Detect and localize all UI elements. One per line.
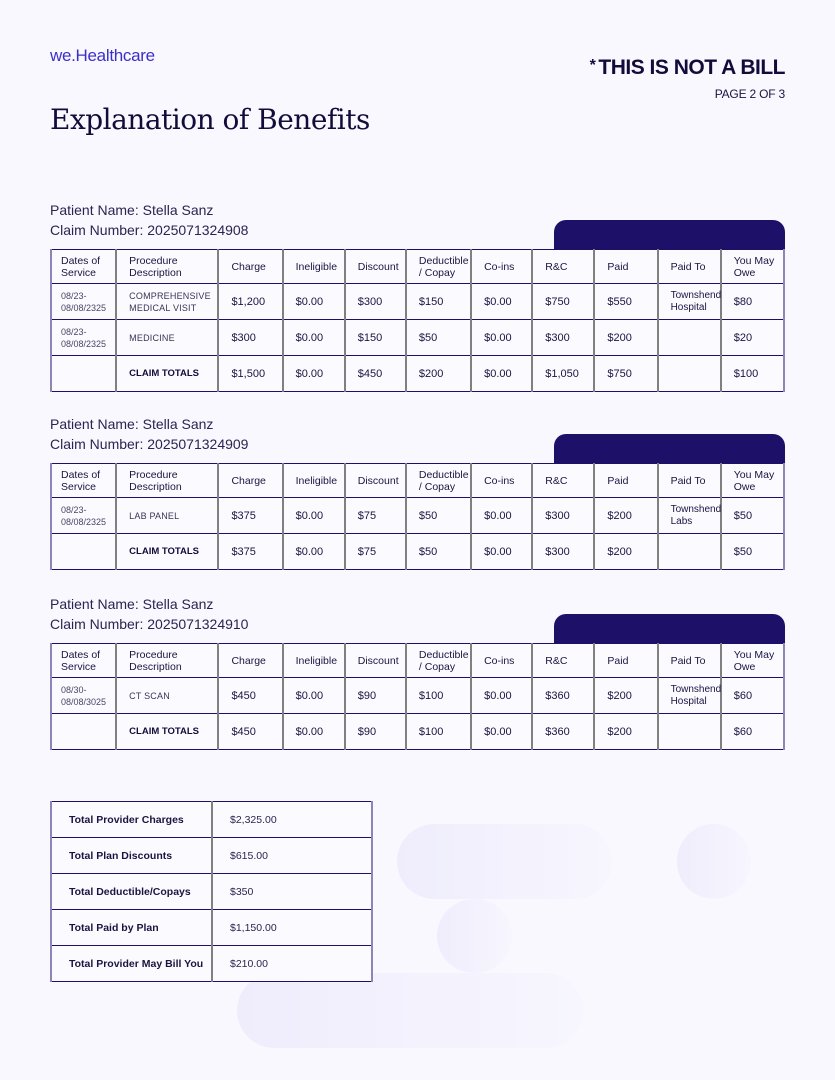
total-paid: $200 bbox=[594, 714, 657, 750]
cell-coins: $0.00 bbox=[471, 320, 532, 356]
column-header: Discount bbox=[345, 250, 406, 284]
cell-ineligible: $0.00 bbox=[283, 320, 345, 356]
summary-row bbox=[51, 802, 372, 838]
column-header: Charge bbox=[218, 250, 282, 284]
total-paid-to bbox=[658, 534, 721, 570]
claim-table bbox=[50, 463, 785, 570]
cell-paid: $200 bbox=[594, 678, 657, 714]
claim-number: Claim Number: 2025071324910 bbox=[50, 616, 249, 632]
brand-logo: we.Healthcare bbox=[50, 46, 155, 65]
column-header: Deductible / Copay bbox=[406, 464, 471, 498]
column-header: Ineligible bbox=[283, 250, 345, 284]
total-discount: $75 bbox=[345, 534, 406, 570]
column-header: Discount bbox=[345, 644, 406, 678]
summary-label: Total Plan Discounts bbox=[51, 838, 212, 874]
column-header: Paid To bbox=[658, 250, 721, 284]
empty-cell bbox=[51, 356, 116, 392]
column-header: Dates of Service bbox=[51, 464, 116, 498]
cell-owe: $50 bbox=[721, 498, 784, 534]
total-rc: $1,050 bbox=[532, 356, 594, 392]
table-row bbox=[51, 320, 784, 356]
cell-paid-to: Townshend Hospital bbox=[658, 678, 721, 714]
total-discount: $450 bbox=[345, 356, 406, 392]
patient-name: Patient Name: Stella Sanz bbox=[50, 416, 214, 432]
total-paid-to bbox=[658, 714, 721, 750]
cell-charge: $1,200 bbox=[218, 284, 282, 320]
column-header: You May Owe bbox=[721, 250, 784, 284]
summary-label: Total Provider Charges bbox=[51, 802, 212, 838]
total-ineligible: $0.00 bbox=[283, 356, 345, 392]
summary-value: $2,325.00 bbox=[212, 802, 372, 838]
empty-cell bbox=[51, 714, 116, 750]
cell-ineligible: $0.00 bbox=[283, 678, 345, 714]
column-header: Procedure Description bbox=[116, 644, 218, 678]
claim-section bbox=[50, 594, 785, 738]
cell-charge: $375 bbox=[218, 498, 282, 534]
total-paid-to bbox=[658, 356, 721, 392]
claim-number: Claim Number: 2025071324908 bbox=[50, 222, 249, 238]
cell-charge: $300 bbox=[218, 320, 282, 356]
total-charge: $450 bbox=[218, 714, 282, 750]
cell-coins: $0.00 bbox=[471, 498, 532, 534]
service-date: 08/23-08/08/2325 bbox=[51, 284, 116, 320]
column-header: Co-ins bbox=[471, 644, 532, 678]
summary-value: $1,150.00 bbox=[212, 910, 372, 946]
not-a-bill-notice bbox=[590, 56, 785, 80]
cell-paid: $550 bbox=[594, 284, 657, 320]
total-coins: $0.00 bbox=[471, 356, 532, 392]
summary-label: Total Deductible/Copays bbox=[51, 874, 212, 910]
cell-ineligible: $0.00 bbox=[283, 498, 345, 534]
cell-paid-to: Townshend Labs bbox=[658, 498, 721, 534]
summary-value: $350 bbox=[212, 874, 372, 910]
cell-paid-to bbox=[658, 320, 721, 356]
claim-section bbox=[50, 200, 785, 380]
column-header: You May Owe bbox=[721, 464, 784, 498]
claim-totals-row bbox=[51, 534, 784, 570]
cell-rc: $750 bbox=[532, 284, 594, 320]
cell-coins: $0.00 bbox=[471, 678, 532, 714]
column-header: You May Owe bbox=[721, 644, 784, 678]
claim-section bbox=[50, 414, 785, 558]
decorative-pill-shape bbox=[237, 973, 583, 1048]
total-paid: $200 bbox=[594, 534, 657, 570]
summary-value: $210.00 bbox=[212, 946, 372, 982]
column-header: Charge bbox=[218, 644, 282, 678]
column-header: Charge bbox=[218, 464, 282, 498]
column-header: R&C bbox=[532, 464, 594, 498]
total-rc: $300 bbox=[532, 534, 594, 570]
cell-paid: $200 bbox=[594, 320, 657, 356]
column-header: Paid To bbox=[658, 464, 721, 498]
cell-deductible: $100 bbox=[406, 678, 471, 714]
cell-discount: $300 bbox=[345, 284, 406, 320]
total-owe: $60 bbox=[721, 714, 784, 750]
total-rc: $360 bbox=[532, 714, 594, 750]
cell-rc: $360 bbox=[532, 678, 594, 714]
cell-paid-to: Townshend Hospital bbox=[658, 284, 721, 320]
total-deductible: $200 bbox=[406, 356, 471, 392]
asterisk: * bbox=[589, 57, 596, 74]
claim-table bbox=[50, 249, 785, 392]
cell-ineligible: $0.00 bbox=[283, 284, 345, 320]
claim-header-tab bbox=[554, 434, 785, 464]
cell-rc: $300 bbox=[532, 320, 594, 356]
column-header: Procedure Description bbox=[116, 250, 218, 284]
service-date: 08/23-08/08/2325 bbox=[51, 498, 116, 534]
claim-totals-label: CLAIM TOTALS bbox=[116, 714, 218, 750]
column-header: Procedure Description bbox=[116, 464, 218, 498]
column-header: Paid bbox=[594, 644, 657, 678]
total-charge: $1,500 bbox=[218, 356, 282, 392]
total-ineligible: $0.00 bbox=[283, 534, 345, 570]
summary-label: Total Paid by Plan bbox=[51, 910, 212, 946]
cell-owe: $60 bbox=[721, 678, 784, 714]
total-ineligible: $0.00 bbox=[283, 714, 345, 750]
not-a-bill-text: THIS IS NOT A BILL bbox=[598, 56, 785, 79]
column-header: Paid bbox=[594, 250, 657, 284]
total-deductible: $50 bbox=[406, 534, 471, 570]
column-header: Deductible / Copay bbox=[406, 250, 471, 284]
column-header: Paid bbox=[594, 464, 657, 498]
cell-rc: $300 bbox=[532, 498, 594, 534]
column-header: Paid To bbox=[658, 644, 721, 678]
table-header-row bbox=[51, 250, 784, 284]
cell-discount: $150 bbox=[345, 320, 406, 356]
cell-discount: $90 bbox=[345, 678, 406, 714]
cell-deductible: $50 bbox=[406, 498, 471, 534]
claim-table bbox=[50, 643, 785, 750]
service-date: 08/23-08/08/2325 bbox=[51, 320, 116, 356]
table-row bbox=[51, 498, 784, 534]
procedure-description: MEDICINE bbox=[116, 320, 218, 356]
column-header: Ineligible bbox=[283, 644, 345, 678]
cell-deductible: $50 bbox=[406, 320, 471, 356]
service-date: 08/30-08/08/3025 bbox=[51, 678, 116, 714]
decorative-pill-shape bbox=[397, 824, 612, 899]
cell-owe: $80 bbox=[721, 284, 784, 320]
claim-totals-row bbox=[51, 356, 784, 392]
column-header: Deductible / Copay bbox=[406, 644, 471, 678]
table-header-row bbox=[51, 644, 784, 678]
patient-name: Patient Name: Stella Sanz bbox=[50, 202, 214, 218]
summary-table bbox=[50, 801, 373, 982]
total-coins: $0.00 bbox=[471, 534, 532, 570]
summary-label: Total Provider May Bill You bbox=[51, 946, 212, 982]
column-header: Ineligible bbox=[283, 464, 345, 498]
decorative-circle-shape bbox=[437, 899, 512, 973]
procedure-description: LAB PANEL bbox=[116, 498, 218, 534]
cell-discount: $75 bbox=[345, 498, 406, 534]
column-header: R&C bbox=[532, 250, 594, 284]
summary-value: $615.00 bbox=[212, 838, 372, 874]
claim-totals-label: CLAIM TOTALS bbox=[116, 534, 218, 570]
total-deductible: $100 bbox=[406, 714, 471, 750]
empty-cell bbox=[51, 534, 116, 570]
cell-coins: $0.00 bbox=[471, 284, 532, 320]
procedure-description: CT SCAN bbox=[116, 678, 218, 714]
total-owe: $50 bbox=[721, 534, 784, 570]
table-row bbox=[51, 284, 784, 320]
column-header: Discount bbox=[345, 464, 406, 498]
summary-row bbox=[51, 910, 372, 946]
total-charge: $375 bbox=[218, 534, 282, 570]
column-header: Dates of Service bbox=[51, 250, 116, 284]
table-row bbox=[51, 678, 784, 714]
cell-charge: $450 bbox=[218, 678, 282, 714]
cell-owe: $20 bbox=[721, 320, 784, 356]
claim-header-tab bbox=[554, 220, 785, 250]
cell-deductible: $150 bbox=[406, 284, 471, 320]
column-header: Co-ins bbox=[471, 464, 532, 498]
total-discount: $90 bbox=[345, 714, 406, 750]
table-header-row bbox=[51, 464, 784, 498]
claim-number: Claim Number: 2025071324909 bbox=[50, 436, 249, 452]
column-header: Co-ins bbox=[471, 250, 532, 284]
procedure-description: COMPREHENSIVE MEDICAL VISIT bbox=[116, 284, 218, 320]
cell-paid: $200 bbox=[594, 498, 657, 534]
claim-totals-row bbox=[51, 714, 784, 750]
page-title: Explanation of Benefits bbox=[50, 103, 370, 136]
summary-row bbox=[51, 946, 372, 982]
claim-header-tab bbox=[554, 614, 785, 644]
claim-totals-label: CLAIM TOTALS bbox=[116, 356, 218, 392]
total-coins: $0.00 bbox=[471, 714, 532, 750]
total-paid: $750 bbox=[594, 356, 657, 392]
page-number: PAGE 2 OF 3 bbox=[714, 87, 785, 101]
patient-name: Patient Name: Stella Sanz bbox=[50, 596, 214, 612]
decorative-circle-shape bbox=[677, 824, 751, 899]
column-header: R&C bbox=[532, 644, 594, 678]
summary-row bbox=[51, 838, 372, 874]
total-owe: $100 bbox=[721, 356, 784, 392]
summary-row bbox=[51, 874, 372, 910]
column-header: Dates of Service bbox=[51, 644, 116, 678]
